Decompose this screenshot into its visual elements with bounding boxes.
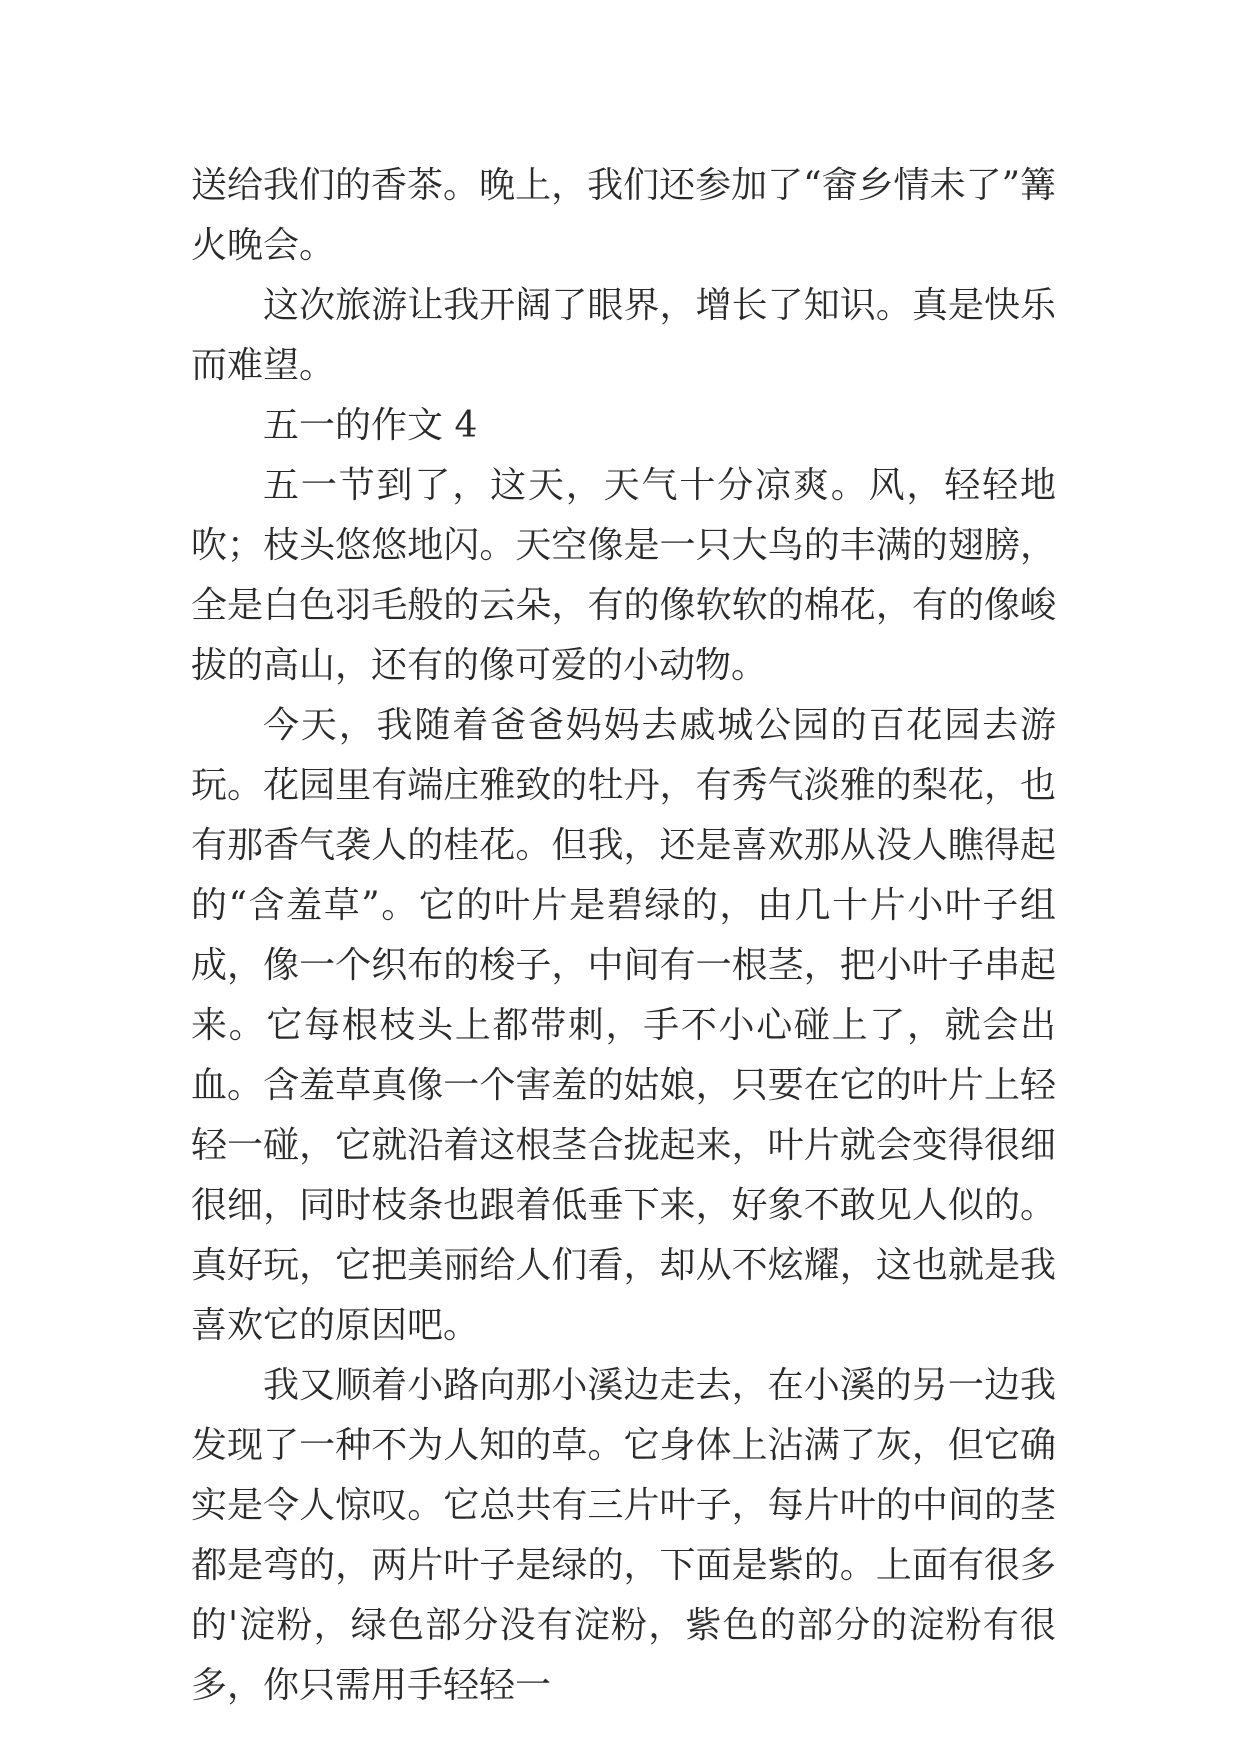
body-text: [191, 156, 1056, 1716]
paragraph-2: 这次旅游让我开阔了眼界，增长了知识。真是快乐而难望。: [191, 285, 1056, 386]
paragraph-3: 五一节到了，这天，天气十分凉爽。风，轻轻地吹；枝头悠悠地闪。天空像是一只大鸟的丰满的翅膀，全是白色羽毛般的云朵，有的像软软的棉花，有的像峻拔的高山，还有的像可爱的小动物。: [191, 465, 1056, 686]
paragraph-4: 今天，我随着爸爸妈妈去戚城公园的百花园去游玩。花园里有端庄雅致的牡丹，有秀气淡雅的梨花，也有那香气袭人的桂花。但我，还是喜欢那从没人瞧得起的“含羞草”。它的叶片是碧绿的，由几十片小叶子组成，像一个织布的梭子，中间有一根茎，把小叶子串起来。它每根枝头上都带刺，手不小心碰上了，就会出血。含羞草真像一个害羞的姑娘，只要在它的叶片上轻轻一碰，它就沿着这根茎合拢起来，叶片就会变得很细很细，同时枝条也跟着低垂下来，好象不敢见人似的。真好玩，它把美丽给人们看，却从不炫耀，这也就是我喜欢它的原因吧。: [191, 705, 1056, 1346]
section-heading: 五一的作文 4: [263, 405, 478, 446]
paragraph-1: 送给我们的香茶。晚上，我们还参加了“畲乡情未了”篝火晚会。: [191, 165, 1056, 266]
paragraph-5: 我又顺着小路向那小溪边走去，在小溪的另一边我发现了一种不为人知的草。它身体上沾满了灰，但它确实是令人惊叹。它总共有三片叶子，每片叶的中间的茎都是弯的，两片叶子是绿的，下面是紫的。上面有很多的'淀粉，绿色部分没有淀粉，紫色的部分的淀粉有很多，你只需用手轻轻一: [191, 1365, 1056, 1706]
